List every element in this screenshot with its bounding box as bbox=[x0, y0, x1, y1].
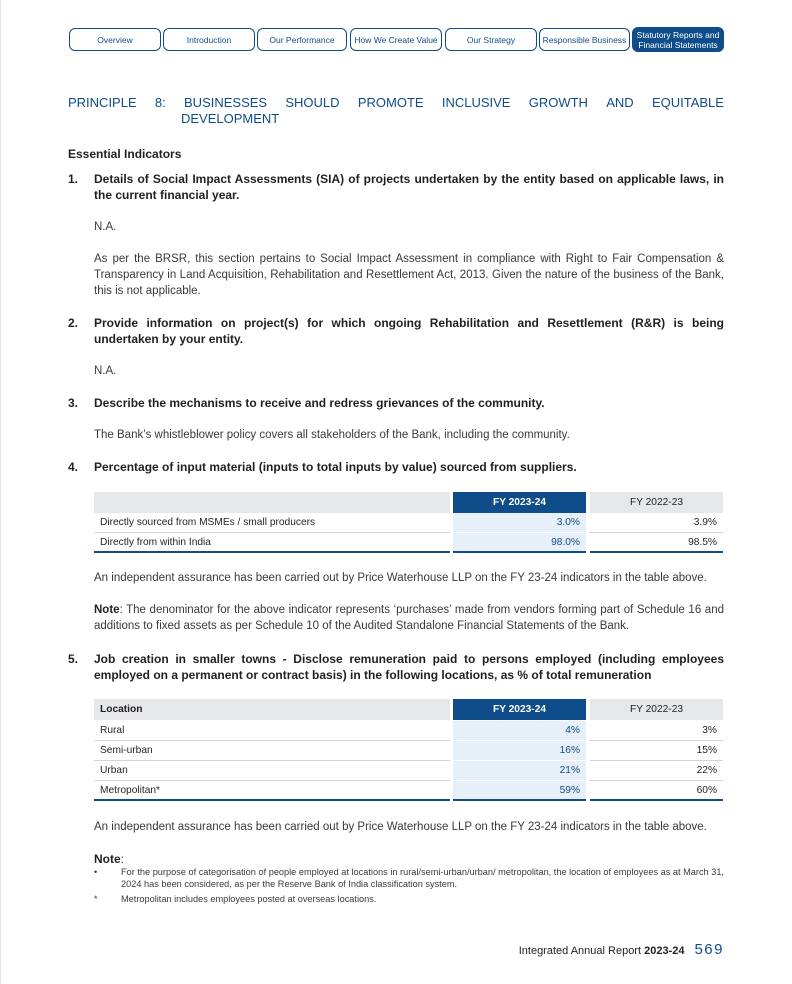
tab-statutory-reports[interactable]: Statutory Reports and Financial Statements bbox=[632, 27, 724, 52]
value-current: 4% bbox=[453, 721, 586, 741]
remuneration-location-table bbox=[94, 699, 723, 803]
note-heading bbox=[94, 851, 724, 867]
question-text: Provide information on project(s) for which ongoing Rehabilitation and Resettlement (R&R) is being undertaken by your entity. bbox=[94, 316, 724, 346]
answer-2: N.A. bbox=[94, 365, 117, 377]
question-2 bbox=[68, 315, 724, 347]
note-label: Note bbox=[94, 604, 120, 616]
answer-3: The Bank’s whistleblower policy covers all stakeholders of the Bank, including the community. bbox=[94, 429, 570, 441]
assurance-statement: An independent assurance has been carried out by Price Waterhouse LLP on the FY 23-24 indicators in the table above. bbox=[94, 821, 707, 833]
principle-word: AND bbox=[606, 95, 634, 110]
question-5 bbox=[68, 651, 724, 683]
row-label: Directly from within India bbox=[94, 533, 450, 553]
question-number: 5. bbox=[68, 652, 79, 666]
value-previous: 15% bbox=[590, 741, 723, 761]
note-colon: : bbox=[120, 852, 125, 866]
table-row bbox=[94, 533, 723, 553]
question-text: Describe the mechanisms to receive and redress grievances of the community. bbox=[94, 396, 545, 410]
value-previous: 3.9% bbox=[590, 513, 723, 533]
tab-responsible-business[interactable]: Responsible Business bbox=[539, 28, 630, 51]
principle-word: 8: bbox=[154, 95, 166, 110]
answer-1: N.A. bbox=[94, 221, 117, 233]
row-label: Rural bbox=[94, 721, 450, 741]
value-previous: 98.5% bbox=[590, 533, 723, 553]
question-1 bbox=[68, 171, 724, 203]
asterisk-marker: * bbox=[94, 894, 98, 904]
row-label: Directly sourced from MSMEs / small producers bbox=[94, 513, 450, 533]
page-footer bbox=[519, 941, 724, 958]
question-4 bbox=[68, 459, 724, 475]
note-text: : The denominator for the above indicator represents ‘purchases’ made from vendors forming part of Schedule 16 and additions to fixed assets as per Schedule 10 of the Audited Standalone Financial Statements of the Bank. bbox=[94, 604, 724, 632]
table-row bbox=[94, 741, 723, 761]
value-current: 98.0% bbox=[453, 533, 586, 553]
value-previous: 22% bbox=[590, 761, 723, 781]
question-number: 3. bbox=[68, 396, 79, 410]
note-text: Metropolitan includes employees posted at overseas locations. bbox=[121, 894, 377, 904]
value-current: 16% bbox=[453, 741, 586, 761]
principle-word: GROWTH bbox=[528, 95, 588, 110]
table-row bbox=[94, 513, 723, 533]
question-number: 4. bbox=[68, 460, 79, 474]
header-cell: FY 2023-24 bbox=[453, 699, 586, 720]
question-number: 1. bbox=[68, 172, 79, 186]
row-label: Metropolitan* bbox=[94, 781, 450, 801]
header-cell bbox=[94, 492, 450, 513]
page-edge bbox=[0, 0, 1, 984]
header-cell: FY 2023-24 bbox=[453, 492, 586, 513]
page-number: 569 bbox=[694, 941, 724, 958]
header-cell: FY 2022-23 bbox=[590, 699, 723, 720]
bullet-marker: • bbox=[94, 867, 98, 877]
row-label: Urban bbox=[94, 761, 450, 781]
principle-word: EQUITABLE bbox=[651, 95, 724, 110]
note-label: Note bbox=[94, 852, 121, 866]
header-cell: FY 2022-23 bbox=[590, 492, 723, 513]
question-text: Job creation in smaller towns - Disclose remuneration paid to persons employed (including employees employed on a permanent or contract basis) in the following locations, as % of total remuneration bbox=[94, 652, 724, 682]
tab-our-strategy[interactable]: Our Strategy bbox=[445, 28, 537, 51]
principle-line2: DEVELOPMENT bbox=[181, 111, 280, 126]
table-row bbox=[94, 781, 723, 801]
row-label: Semi-urban bbox=[94, 741, 450, 761]
table-row bbox=[94, 761, 723, 781]
value-current: 59% bbox=[453, 781, 586, 801]
table-header-row bbox=[94, 699, 723, 720]
note-text: For the purpose of categorisation of people employed at locations in rural/semi-urban/urban/ metropolitan, the location of employees as at March 31, 2024 has been considered, as per the Reserve Bank of India classification system. bbox=[121, 867, 724, 889]
principle-word: INCLUSIVE bbox=[441, 95, 511, 110]
note-bullet bbox=[94, 866, 724, 890]
note-paragraph bbox=[94, 602, 724, 634]
principle-word: PROMOTE bbox=[357, 95, 424, 110]
tab-how-we-create-value[interactable]: How We Create Value bbox=[350, 28, 442, 51]
report-name bbox=[519, 945, 685, 957]
question-number: 2. bbox=[68, 316, 79, 330]
tab-introduction[interactable]: Introduction bbox=[163, 28, 255, 51]
table-row bbox=[94, 721, 723, 741]
report-title: Integrated Annual Report bbox=[518, 945, 642, 957]
principle-heading bbox=[68, 95, 724, 127]
value-current: 3.0% bbox=[453, 513, 586, 533]
explanation-1: As per the BRSR, this section pertains to Social Impact Assessment in compliance with Right to Fair Compensation & Transparency in Land Acquisition, Rehabilitation and Resettlement Act, 2013. Given the nature of the business of the Bank, this is not applicable. bbox=[94, 253, 724, 297]
value-previous: 60% bbox=[590, 781, 723, 801]
note-asterisk bbox=[94, 893, 724, 905]
principle-word: BUSINESSES bbox=[184, 95, 268, 110]
value-previous: 3% bbox=[590, 721, 723, 741]
table-header-row bbox=[94, 492, 723, 513]
value-current: 21% bbox=[453, 761, 586, 781]
tab-our-performance[interactable]: Our Performance bbox=[257, 28, 347, 51]
tab-overview[interactable]: Overview bbox=[69, 28, 161, 51]
header-cell: Location bbox=[94, 699, 450, 720]
input-material-table bbox=[94, 492, 723, 554]
question-text: Percentage of input material (inputs to total inputs by value) sourced from suppliers. bbox=[94, 460, 577, 474]
assurance-statement: An independent assurance has been carried out by Price Waterhouse LLP on the FY 23-24 indicators in the table above. bbox=[94, 572, 707, 584]
section-title: Essential Indicators bbox=[68, 147, 182, 161]
principle-word: SHOULD bbox=[285, 95, 340, 110]
principle-word: PRINCIPLE bbox=[68, 95, 137, 110]
report-year: 2023-24 bbox=[644, 945, 685, 957]
question-text: Details of Social Impact Assessments (SIA) of projects undertaken by the entity based on applicable laws, in the current financial year. bbox=[94, 172, 724, 202]
question-3 bbox=[68, 395, 724, 411]
